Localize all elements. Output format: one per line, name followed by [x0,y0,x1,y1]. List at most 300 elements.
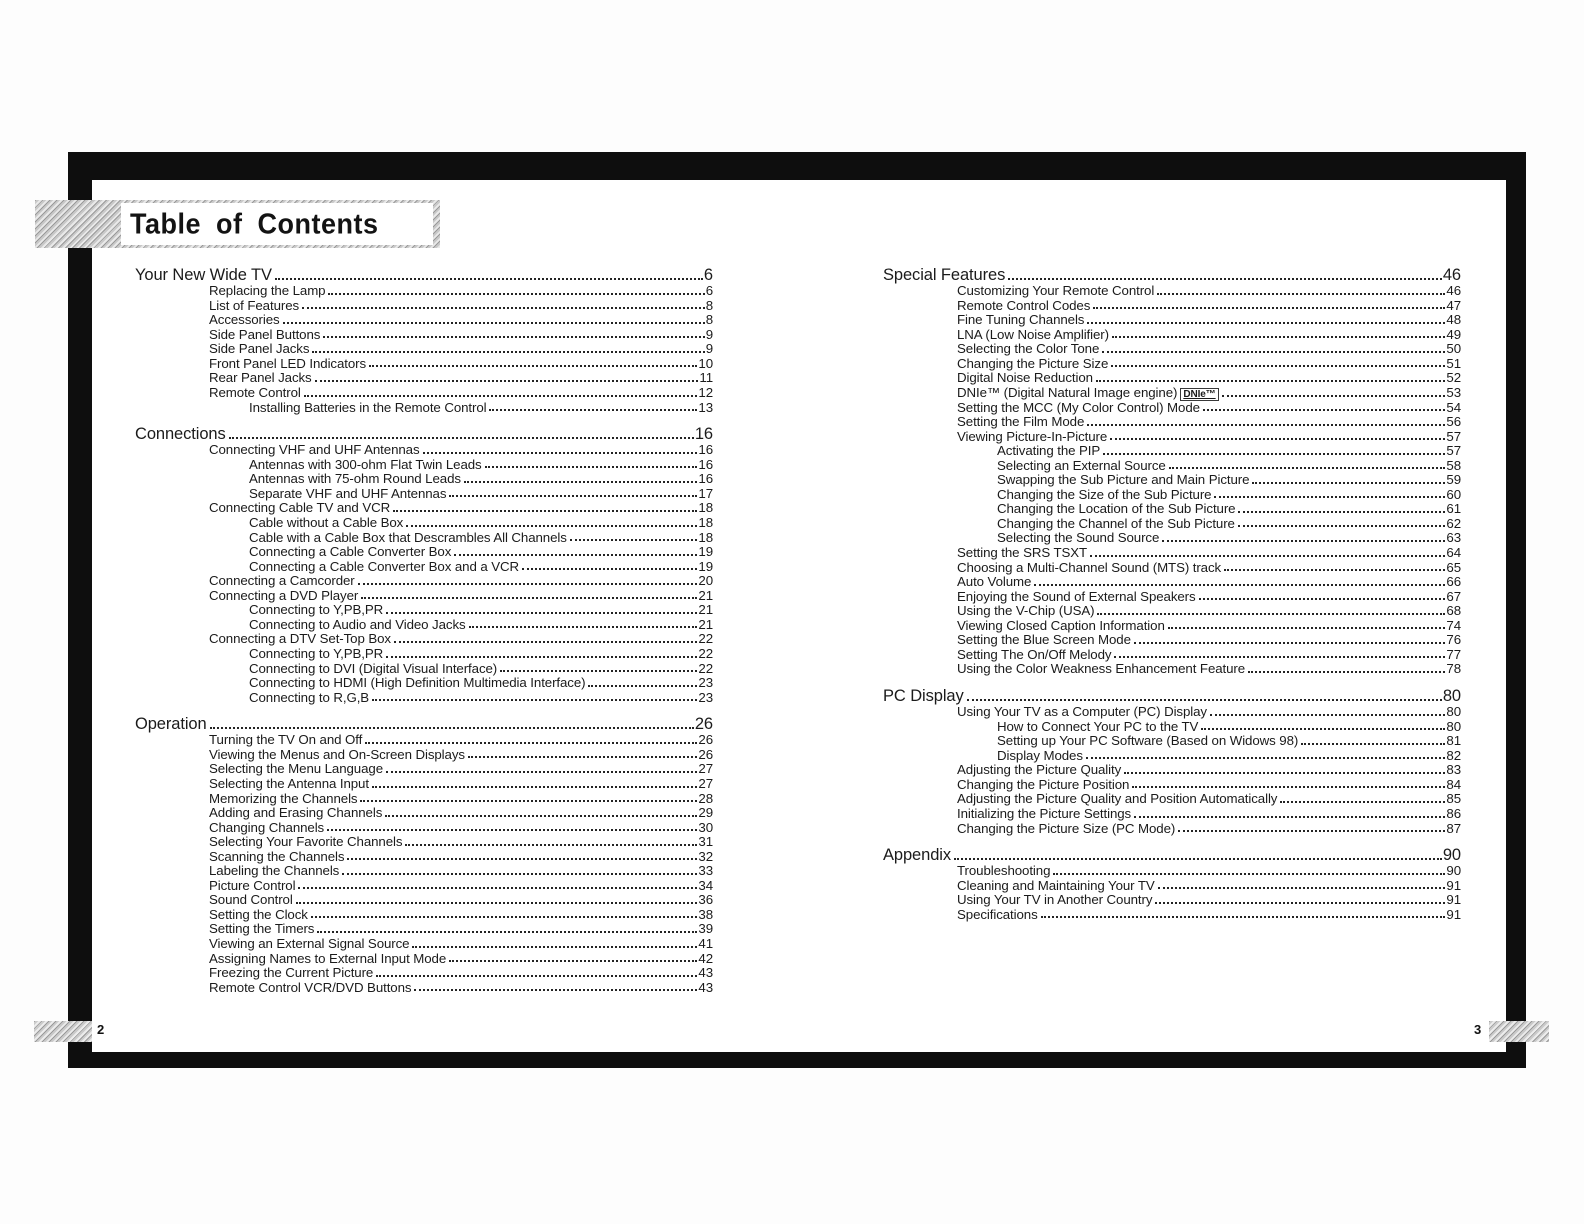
toc-entry [883,472,1461,487]
dot-leader [385,815,697,817]
toc-label: Operation [135,715,207,734]
toc-page-number: 91 [1446,877,1461,893]
toc-label: Separate VHF and UHF Antennas [249,485,447,501]
toc-entry [883,560,1461,575]
toc-entry [883,791,1461,806]
dot-leader [469,626,698,628]
toc-page-number: 18 [698,500,713,516]
toc-page-number: 6 [703,266,713,284]
toc-entry [883,589,1461,604]
toc-entry [883,762,1461,777]
toc-label: PC Display [883,686,964,705]
toc-label: Your New Wide TV [135,266,272,284]
dot-leader [342,873,697,875]
toc-page-number: 16 [698,471,713,487]
dot-leader [1112,336,1445,338]
toc-page-number: 43 [698,965,713,981]
toc-label: Antennas with 300-ohm Flat Twin Leads [249,456,482,472]
toc-section-heading [135,425,713,442]
dot-leader [967,699,1442,701]
dot-leader [298,887,697,889]
dot-leader [485,466,698,468]
toc-label: Cable with a Cable Box that Descrambles All Channels [249,529,567,545]
toc-entry [883,530,1461,545]
page-title: Table of Contents [130,207,379,240]
dot-leader [372,786,697,788]
toc-entry [135,805,713,820]
toc-entry [135,631,713,646]
toc-label: Connecting to Y,PB,PR [249,645,384,661]
toc-entry [883,863,1461,878]
toc-page-number: 91 [1446,906,1461,922]
toc-label: Viewing Picture-In-Picture [957,428,1108,444]
dot-leader [275,278,703,280]
dot-leader [394,641,697,643]
toc-entry [135,530,713,545]
toc-label: Connecting a Cable Converter Box and a VCR [249,558,520,574]
toc-page-number: 60 [1446,486,1461,502]
toc-entry [135,965,713,980]
dot-leader [500,670,697,672]
dot-leader [1087,424,1445,426]
toc-label: Setting the MCC (My Color Control) Mode [957,399,1200,415]
toc-label: Using the Color Weakness Enhancement Feature [957,661,1246,677]
toc-page-number: 80 [1442,686,1461,705]
toc-entry [883,907,1461,922]
toc-label: Rear Panel Jacks [209,370,312,386]
toc-label: Setting the Film Mode [957,414,1085,430]
toc-label: Setting the SRS TSXT [957,545,1088,561]
toc-label: Replacing the Lamp [209,283,326,299]
toc-page-number: 90 [1442,846,1461,865]
toc-page-number: 83 [1446,762,1461,778]
toc-entry [883,385,1461,400]
toc-page-number: 22 [698,645,713,661]
toc-page-number: 31 [698,834,713,850]
toc-label: Setting The On/Off Melody [957,646,1112,662]
toc-label: Setting the Clock [209,906,308,922]
toc-entry [883,283,1461,298]
toc-page-number: 27 [698,761,713,777]
dot-leader [315,380,699,382]
toc-label: Selecting an External Source [997,457,1166,473]
toc-label: Swapping the Sub Picture and Main Picture [997,472,1250,488]
dot-leader [312,351,704,353]
toc-page-number: 29 [698,805,713,821]
toc-entry [883,458,1461,473]
dot-leader [1162,540,1445,542]
toc-entry [883,298,1461,313]
toc-entry [135,776,713,791]
dot-leader [393,510,697,512]
toc-label: Assigning Names to External Input Mode [209,950,447,966]
toc-section [135,715,713,994]
dot-leader [210,727,694,729]
toc-page-number: 21 [698,602,713,618]
toc-section [883,846,1461,921]
toc-label: Remote Control Codes [957,297,1091,313]
toc-page-number: 68 [1446,603,1461,619]
toc-label: Selecting Your Favorite Channels [209,834,403,850]
toc-page-number: 80 [1446,718,1461,734]
toc-column-right [883,266,1461,921]
toc-label: Selecting the Color Tone [957,341,1100,357]
toc-label: Fine Tuning Channels [957,312,1085,328]
toc-page-number: 46 [1446,283,1461,299]
toc-entry [135,442,713,457]
dot-leader [1053,873,1445,875]
toc-entry [883,878,1461,893]
dot-leader [1034,584,1445,586]
toc-label: Adding and Erasing Channels [209,805,383,821]
toc-page-number: 52 [1446,370,1461,386]
toc-page-number: 82 [1446,747,1461,763]
toc-page-number: 42 [698,950,713,966]
toc-page-number: 90 [1446,863,1461,879]
dot-leader [464,481,697,483]
toc-label: Connecting to Audio and Video Jacks [249,616,466,632]
toc-entry [135,573,713,588]
toc-entry [883,327,1461,342]
toc-entry [135,283,713,298]
toc-page-number: 58 [1446,457,1461,473]
dot-leader [405,844,697,846]
toc-label: Labeling the Channels [209,863,340,879]
toc-entry [883,704,1461,719]
toc-label: Adjusting the Picture Quality [957,762,1122,778]
toc-entry [135,602,713,617]
dot-leader [1114,656,1445,658]
dot-leader [296,902,698,904]
toc-label: Connections [135,425,226,444]
toc-page-number: 87 [1446,820,1461,836]
dot-leader [317,931,697,933]
dot-leader [358,583,698,585]
dot-leader [1224,569,1445,571]
dot-leader [327,829,697,831]
dot-leader [1201,728,1445,730]
toc-label: Digital Noise Reduction [957,370,1093,386]
toc-entry [883,733,1461,748]
toc-entry [135,341,713,356]
dot-leader [1199,598,1446,600]
toc-entry [883,647,1461,662]
toc-entry [883,429,1461,444]
toc-section-heading [135,715,713,732]
toc-page-number: 56 [1446,414,1461,430]
toc-label: Setting up Your PC Software (Based on Widows 98) [997,733,1299,749]
dot-leader [1155,902,1445,904]
dot-leader [954,858,1442,860]
toc-entry [135,646,713,661]
toc-page-number: 63 [1446,530,1461,546]
dot-leader [302,307,705,309]
dot-leader [449,495,697,497]
toc-page-number: 16 [698,456,713,472]
toc-entry [883,632,1461,647]
toc-label: Scanning the Channels [209,848,345,864]
toc-page-number: 46 [1442,266,1461,284]
page-number-right: 3 [1474,1022,1482,1037]
dot-leader [406,525,697,527]
toc-label: Setting the Timers [209,921,315,937]
toc-page-number: 26 [698,732,713,748]
toc-entry [883,777,1461,792]
toc-page-number: 57 [1446,443,1461,459]
dot-leader [1168,627,1446,629]
toc-label: Changing the Size of the Sub Picture [997,486,1212,502]
toc-page-number: 43 [698,979,713,995]
toc-page-number: 33 [698,863,713,879]
toc-label: Remote Control VCR/DVD Buttons [209,979,412,995]
dot-leader [1097,613,1445,615]
toc-label: Picture Control [209,877,296,893]
toc-entry [883,356,1461,371]
toc-label: Special Features [883,266,1006,284]
dot-leader [283,322,705,324]
toc-label: Antennas with 75-ohm Round Leads [249,471,461,487]
dot-leader [588,685,697,687]
dot-leader [1222,395,1446,397]
toc-entry [135,400,713,415]
toc-section [883,266,1461,676]
toc-entry [135,617,713,632]
toc-entry [883,603,1461,618]
toc-label: Selecting the Sound Source [997,530,1160,546]
toc-section [883,687,1461,835]
toc-label: Cable without a Cable Box [249,515,404,531]
dot-leader [1110,438,1445,440]
toc-entry [135,327,713,342]
toc-page-number: 74 [1446,617,1461,633]
toc-entry [883,618,1461,633]
toc-label: Setting the Blue Screen Mode [957,632,1131,648]
toc-entry [883,487,1461,502]
toc-entry [135,849,713,864]
toc-entry [135,892,713,907]
toc-label: Customizing Your Remote Control [957,283,1155,299]
toc-page-number: 11 [699,370,713,386]
toc-label: Sound Control [209,892,293,908]
dot-leader [468,756,697,758]
dot-leader [1134,642,1446,644]
toc-page-number: 32 [698,848,713,864]
toc-page-number: 36 [698,892,713,908]
toc-page-number: 19 [698,544,713,560]
toc-entry [883,661,1461,676]
toc-entry [135,907,713,922]
dot-leader [360,800,697,802]
dot-leader [1103,453,1445,455]
toc-page-number: 65 [1446,559,1461,575]
toc-label: Viewing Closed Caption Information [957,617,1165,633]
dot-leader [1158,887,1446,889]
toc-entry [135,675,713,690]
dot-leader [386,771,697,773]
toc-page-number: 78 [1446,661,1461,677]
toc-label: Turning the TV On and Off [209,732,363,748]
toc-entry [135,936,713,951]
toc-page-number: 47 [1446,297,1461,313]
toc-label: Side Panel Buttons [209,326,321,342]
toc-label: Cleaning and Maintaining Your TV [957,877,1155,893]
toc-entry [135,471,713,486]
toc-page-number: 49 [1446,326,1461,342]
toc-page-number: 76 [1446,632,1461,648]
toc-page-number: 9 [705,326,713,342]
dot-leader [449,960,697,962]
page-number-left: 2 [97,1022,105,1037]
dot-leader [1041,916,1446,918]
toc-entry [883,312,1461,327]
toc-entry [135,791,713,806]
toc-entry [883,719,1461,734]
toc-page-number: 50 [1446,341,1461,357]
toc-entry [883,821,1461,836]
dot-leader [1178,830,1445,832]
toc-label: Changing the Picture Size (PC Mode) [957,820,1176,836]
toc-entry [135,500,713,515]
toc-label: DNIe™ (Digital Natural Image engine) [957,385,1178,401]
dot-leader [347,858,697,860]
toc-entry [883,501,1461,516]
toc-entry [135,820,713,835]
toc-page-number: 77 [1446,646,1461,662]
toc-label: Using Your TV as a Computer (PC) Display [957,704,1207,720]
toc-page-number: 22 [698,660,713,676]
toc-column-left [135,266,713,994]
toc-page-number: 51 [1446,355,1461,371]
dot-leader [386,612,697,614]
toc-entry [135,298,713,313]
toc-page-number: 21 [698,587,713,603]
toc-entry [135,661,713,676]
toc-label: Memorizing the Channels [209,790,358,806]
dot-leader [361,597,697,599]
toc-label: Connecting to HDMI (High Definition Multimedia Interface) [249,675,586,691]
toc-page-number: 19 [698,558,713,574]
toc-label: Accessories [209,312,280,328]
dot-leader [423,452,698,454]
dot-leader [304,395,698,397]
toc-label: Choosing a Multi-Channel Sound (MTS) track [957,559,1222,575]
toc-entry [135,588,713,603]
dot-leader [1096,380,1445,382]
dot-leader [229,437,694,439]
toc-section-heading [135,266,713,283]
toc-entry [135,980,713,995]
toc-label: How to Connect Your PC to the TV [997,718,1199,734]
toc-label: Using the V-Chip (USA) [957,603,1095,619]
toc-page-number: 8 [705,312,713,328]
dot-leader [414,989,697,991]
toc-page-number: 67 [1446,588,1461,604]
toc-page-number: 91 [1446,892,1461,908]
toc-page-number: 84 [1446,776,1461,792]
toc-page-number: 16 [698,442,713,458]
toc-page-number: 16 [694,425,713,444]
toc-label: Installing Batteries in the Remote Control [249,399,487,415]
toc-section-heading [883,687,1461,704]
toc-entry [883,370,1461,385]
dot-leader [1090,555,1445,557]
toc-page-number: 59 [1446,472,1461,488]
toc-label: Changing the Channel of the Sub Picture [997,515,1235,531]
toc-entry [883,414,1461,429]
toc-entry [135,312,713,327]
toc-entry [883,748,1461,763]
toc-page-number: 27 [698,775,713,791]
page-tab-left [34,1021,92,1042]
toc-page-number: 17 [698,485,713,501]
toc-entry [883,341,1461,356]
dot-leader [1214,496,1445,498]
dot-leader [1124,772,1445,774]
dot-leader [1087,322,1445,324]
dot-leader [1008,278,1442,280]
toc-page-number: 6 [705,283,713,299]
toc-label: List of Features [209,297,300,313]
toc-page-number: 81 [1446,733,1461,749]
toc-label: Viewing an External Signal Source [209,935,410,951]
toc-label: Freezing the Current Picture [209,965,374,981]
toc-entry [135,690,713,705]
toc-label: Connecting Cable TV and VCR [209,500,391,516]
toc-label: Changing the Picture Size [957,355,1109,371]
toc-page-number: 26 [694,715,713,734]
toc-entry [135,761,713,776]
dot-leader [1134,816,1445,818]
dot-leader [376,975,697,977]
dot-leader [1157,293,1445,295]
dot-leader [1203,409,1445,411]
dot-leader [311,916,698,918]
toc-entry [135,878,713,893]
toc-label: Enjoying the Sound of External Speakers [957,588,1196,604]
toc-label: Specifications [957,906,1038,922]
dot-leader [386,656,697,658]
toc-entry [135,515,713,530]
toc-page-number: 22 [698,631,713,647]
toc-page-number: 38 [698,906,713,922]
dot-leader [522,568,697,570]
toc-label: Connecting VHF and UHF Antennas [209,442,420,458]
dot-leader [1102,351,1445,353]
toc-entry [135,863,713,878]
toc-entry [135,951,713,966]
toc-entry [883,400,1461,415]
dot-leader [570,539,698,541]
toc-page-number: 39 [698,921,713,937]
toc-label: Adjusting the Picture Quality and Position Automatically [957,791,1278,807]
toc-page-number: 30 [698,819,713,835]
dot-leader [369,365,697,367]
dnie-logo-badge: DNIe™ [1180,388,1218,401]
toc-page-number: 28 [698,790,713,806]
dot-leader [1238,525,1446,527]
toc-page-number: 12 [698,385,713,401]
toc-label: Selecting the Menu Language [209,761,383,777]
dot-leader [365,742,697,744]
toc-page-number: 41 [698,935,713,951]
toc-label: Viewing the Menus and On-Screen Displays [209,746,465,762]
dot-leader [1093,307,1445,309]
toc-section [135,425,713,704]
toc-entry [135,747,713,762]
toc-section [135,266,713,414]
toc-page-number: 8 [705,297,713,313]
dot-leader [1238,511,1445,513]
